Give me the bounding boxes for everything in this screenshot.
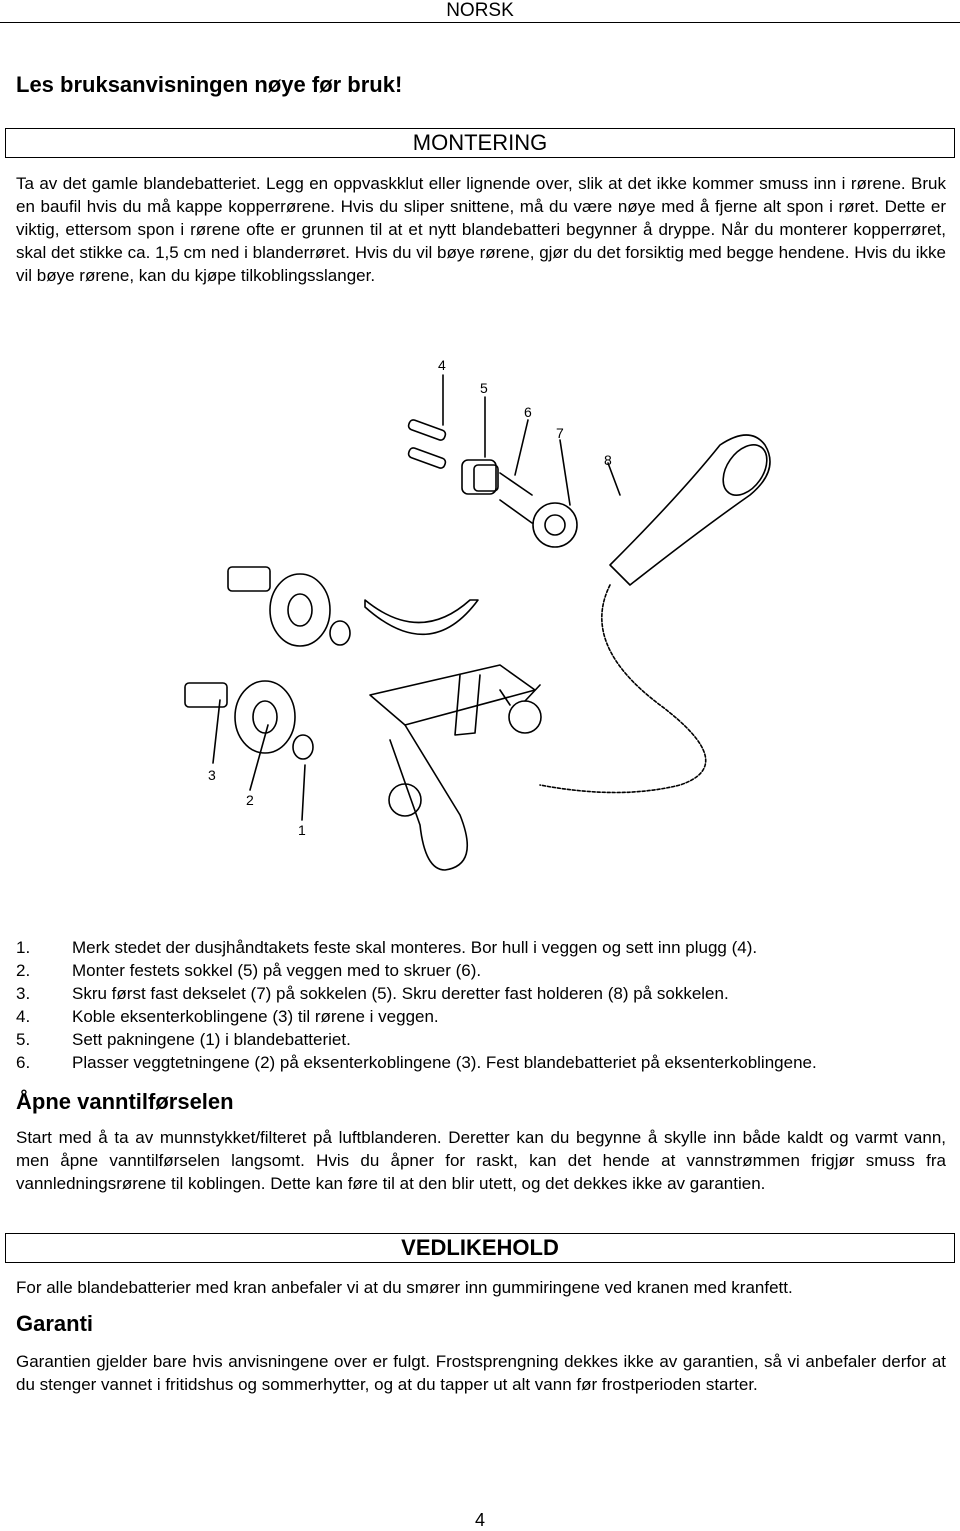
installation-steps xyxy=(16,936,956,1074)
mixer-body-icon xyxy=(365,600,541,870)
diagram-label-8: 8 xyxy=(604,452,612,468)
step-text: Skru først fast dekselet (7) på sokkelen (5). Skru deretter fast holderen (8) på sokkelen. xyxy=(72,984,729,1003)
step-item xyxy=(16,982,956,1005)
header-language: NORSK xyxy=(446,0,514,21)
step-item xyxy=(16,936,956,959)
diagram-label-2: 2 xyxy=(246,792,254,808)
section-heading-vanntilforsel: Åpne vanntilførselen xyxy=(16,1089,234,1114)
diagram-label-5: 5 xyxy=(480,380,488,396)
step-number: 4. xyxy=(16,1007,31,1026)
diagram-label-3: 3 xyxy=(208,767,216,783)
section-heading-montering: MONTERING xyxy=(5,128,955,158)
handshower-icon xyxy=(610,435,776,585)
diagram-label-7: 7 xyxy=(556,425,564,441)
step-text: Monter festets sokkel (5) på veggen med to skruer (6). xyxy=(72,961,482,980)
page-number: 4 xyxy=(474,1510,485,1530)
garanti-paragraph: Garantien gjelder bare hvis anvisningene over er fulgt. Frostsprengning dekkes ikke av garantien, så vi anbefaler derfor at du stenger vannet i fritidshus og sommerhytter, og at du tapper ut alt vann før frostperioden starter. xyxy=(16,1352,946,1394)
cover-ring-icon xyxy=(533,503,577,547)
header-divider xyxy=(0,22,960,23)
step-text: Merk stedet der dusjhåndtakets feste skal monteres. Bor hull i veggen og sett inn plugg (4). xyxy=(72,938,758,957)
step-item xyxy=(16,1005,956,1028)
diagram-label-4: 4 xyxy=(438,357,446,373)
step-text: Koble eksenterkoblingene (3) til rørene i veggen. xyxy=(72,1007,439,1026)
assembly-diagram xyxy=(140,345,820,915)
step-text: Sett pakningene (1) i blandebatteriet. xyxy=(72,1030,351,1049)
step-number: 3. xyxy=(16,984,31,1003)
wall-seal-icon xyxy=(235,574,330,753)
step-text: Plasser veggtetningene (2) på eksenterkoblingene (3). Fest blandebatteriet på eksenterkoblingene. xyxy=(72,1053,817,1072)
diagram-label-6: 6 xyxy=(524,404,532,420)
section-heading-vedlikehold: VEDLIKEHOLD xyxy=(5,1233,955,1263)
screw-icon xyxy=(500,473,532,523)
vanntilforsel-paragraph: Start med å ta av munnstykket/filteret på luftblanderen. Deretter kan du begynne å skylle inn både kaldt og varmt vann, men åpne vanntilførselen langsomt. Hvis du åpner for raskt, kan det hende at vannstrømmen frigjør smuss fra vannledningsrørene til koblingen. Dette kan føre til at den blir utett, og det dekkes ikke av garantien. xyxy=(16,1128,946,1193)
vedlikehold-paragraph: For alle blandebatterier med kran anbefaler vi at du smører inn gummiringene ved kranen med kranfett. xyxy=(16,1278,793,1297)
step-number: 6. xyxy=(16,1053,31,1072)
wall-plug-icon xyxy=(407,419,446,469)
montering-paragraph: Ta av det gamle blandebatteriet. Legg en oppvaskklut eller lignende over, slik at det ikke kommer smuss inn i rørene. Bruk en baufil hvis du må kappe kopperrørene. Hvis du sliper snittene, må du være nøye med å fjerne alt spon i røret. Dette er viktig, ettersom spon i rørene ofte er grunnen til at et nytt blandebatteri begynner å dryppe. Når du monterer kopperrøret, skal det stikke ca. 1,5 cm ned i blanderrøret. Hvis du vil bøye rørene, gjør du det forsiktig med begge hendene. Hvis du ikke vil bøye rørene, kan du kjøpe tilkoblingsslanger. xyxy=(16,174,946,285)
eccentric-connector-icon xyxy=(185,567,270,707)
step-number: 1. xyxy=(16,938,31,957)
step-number: 2. xyxy=(16,961,31,980)
page-title: Les bruksanvisningen nøye før bruk! xyxy=(16,72,403,97)
step-number: 5. xyxy=(16,1030,31,1049)
step-item xyxy=(16,1028,956,1051)
gasket-icon xyxy=(293,621,350,759)
step-item xyxy=(16,1051,956,1074)
base-socket-icon xyxy=(462,460,498,494)
diagram-label-1: 1 xyxy=(298,822,306,838)
hose-icon xyxy=(540,585,706,793)
step-item xyxy=(16,959,956,982)
section-heading-garanti: Garanti xyxy=(16,1311,94,1336)
